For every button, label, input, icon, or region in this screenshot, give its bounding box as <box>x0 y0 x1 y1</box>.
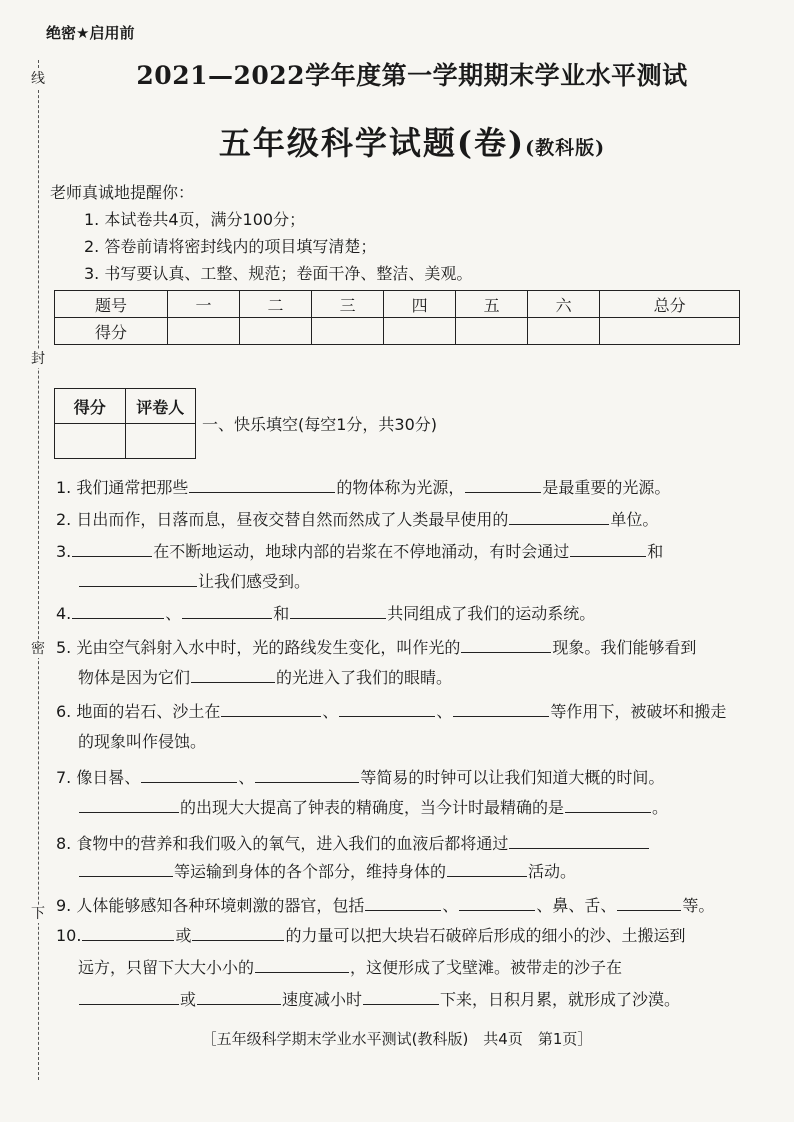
q6-text-c: 、 <box>436 702 453 721</box>
q2-blank-1[interactable] <box>509 506 609 525</box>
q5-text-c: 物体是因为它们 <box>78 668 191 687</box>
q1-text-a: 1. 我们通常把那些 <box>56 478 189 497</box>
score-table <box>54 290 740 345</box>
q9-blank-3[interactable] <box>617 892 681 911</box>
q8-blank-1[interactable] <box>509 830 649 849</box>
q1-blank-1[interactable] <box>189 474 335 493</box>
score-cell-empty[interactable] <box>528 318 600 345</box>
score-table-header-row <box>55 291 740 318</box>
q5-blank-1[interactable] <box>461 634 551 653</box>
q8-text-a: 8. 食物中的营养和我们吸入的氧气，进入我们的血液后都将通过 <box>56 834 509 853</box>
question-6-line-2 <box>78 730 742 754</box>
score-row-label: 得分 <box>55 318 168 345</box>
q4-blank-3[interactable] <box>290 600 386 619</box>
q7-blank-1[interactable] <box>141 764 237 783</box>
q2-text-a: 2. 日出而作，日落而息，昼夜交替自然而然成了人类最早使用的 <box>56 510 509 529</box>
q10-blank-6[interactable] <box>363 986 439 1005</box>
q4-blank-1[interactable] <box>72 600 164 619</box>
score-table-cell: 五 <box>456 291 528 318</box>
q9-text-b: 、 <box>442 896 459 915</box>
q3-text-a: 3. <box>56 542 72 561</box>
q4-blank-2[interactable] <box>182 600 272 619</box>
score-table-cell: 一 <box>168 291 240 318</box>
grader-name-label: 评卷人 <box>125 389 196 424</box>
q9-blank-1[interactable] <box>365 892 441 911</box>
question-7-line-2 <box>78 794 742 820</box>
question-8-line-2 <box>78 858 742 884</box>
section-title: 一、快乐填空(每空1分，共30分) <box>202 415 438 434</box>
q1-blank-2[interactable] <box>465 474 541 493</box>
q10-text-a: 10. <box>56 926 82 945</box>
q6-blank-1[interactable] <box>221 698 321 717</box>
score-cell-empty[interactable] <box>240 318 312 345</box>
score-cell-empty[interactable] <box>456 318 528 345</box>
q6-text-b: 、 <box>322 702 339 721</box>
grader-score-cell[interactable] <box>55 424 126 459</box>
q10-blank-4[interactable] <box>79 986 179 1005</box>
q6-blank-2[interactable] <box>339 698 435 717</box>
q2-text-b: 单位。 <box>610 510 659 529</box>
q6-text-d: 等作用下，被破坏和搬走 <box>550 702 727 721</box>
score-table-cell: 六 <box>528 291 600 318</box>
q7-blank-4[interactable] <box>565 794 651 813</box>
score-cell-empty[interactable] <box>384 318 456 345</box>
q10-text-c: 的力量可以把大块岩石破碎后形成的细小的沙、土搬运到 <box>285 926 686 945</box>
score-table-score-row <box>55 318 740 345</box>
q6-blank-3[interactable] <box>453 698 549 717</box>
subject-title: 五年级科学试题(卷) <box>218 124 526 162</box>
question-3-line-2 <box>78 568 742 594</box>
score-cell-empty[interactable] <box>312 318 384 345</box>
q7-text-c: 等简易的时钟可以让我们知道大概的时间。 <box>360 768 665 787</box>
q8-blank-1-cont[interactable] <box>79 858 173 877</box>
q10-text-d: 远方，只留下大大小小的 <box>78 958 255 977</box>
question-10-line-1 <box>56 922 742 948</box>
binding-char-secret: 密 <box>31 641 45 657</box>
score-table-cell: 三 <box>312 291 384 318</box>
question-5-line-1 <box>56 634 742 660</box>
q4-text-d: 共同组成了我们的运动系统。 <box>387 604 596 623</box>
q8-text-c: 活动。 <box>528 862 577 881</box>
q7-text-d: 的出现大大提高了钟表的精确度，当今计时最精确的是 <box>180 798 565 817</box>
question-8-line-1 <box>56 830 742 856</box>
q9-text-d: 等。 <box>682 896 715 915</box>
score-table-cell: 二 <box>240 291 312 318</box>
q8-text-b: 等运输到身体的各个部分，维持身体的 <box>174 862 447 881</box>
q10-blank-5[interactable] <box>197 986 281 1005</box>
question-5-line-2 <box>78 664 742 690</box>
notice-heading: 老师真诚地提醒你： <box>50 183 195 202</box>
binding-char-line: 线 <box>31 71 45 87</box>
binding-dashed-line <box>38 60 39 1080</box>
question-10-line-2 <box>78 954 742 980</box>
q1-text-c: 是最重要的光源。 <box>542 478 671 497</box>
score-cell-empty[interactable] <box>600 318 740 345</box>
notice-list <box>84 206 472 287</box>
notice-item: 2. 答卷前请将密封线内的项目填写清楚； <box>84 237 377 256</box>
q5-text-d: 的光进入了我们的眼睛。 <box>276 668 453 687</box>
q10-text-b: 或 <box>175 926 192 945</box>
q3-blank-3[interactable] <box>79 568 197 587</box>
question-4 <box>56 600 742 626</box>
notice-item: 1. 本试卷共4页，满分100分； <box>84 210 306 229</box>
q4-text-b: 、 <box>165 604 182 623</box>
score-table-cell: 总分 <box>600 291 740 318</box>
question-9 <box>56 892 742 918</box>
q5-text-a: 5. 光由空气斜射入水中时，光的路线发生变化，叫作光的 <box>56 638 461 657</box>
q10-text-h: 下来，日积月累，就形成了沙漠。 <box>440 990 681 1009</box>
q7-text-b: 、 <box>238 768 255 787</box>
q10-blank-2[interactable] <box>192 922 284 941</box>
question-1 <box>56 474 742 500</box>
question-3-line-1 <box>56 538 742 564</box>
q6-text-e: 的现象叫作侵蚀。 <box>78 732 207 751</box>
q7-text-e: 。 <box>652 798 669 817</box>
q4-text-a: 4. <box>56 604 72 623</box>
q10-text-g: 速度减小时 <box>282 990 363 1009</box>
q7-text-a: 7. 像日晷、 <box>56 768 141 787</box>
q9-text-c: 、鼻、舌、 <box>536 896 617 915</box>
q3-text-b: 在不断地运动，地球内部的岩浆在不停地涌动，有时会通过 <box>153 542 570 561</box>
question-7-line-1 <box>56 764 742 790</box>
q3-text-d: 让我们感受到。 <box>198 572 311 591</box>
grader-name-cell[interactable] <box>125 424 196 459</box>
binding-char-seal: 封 <box>31 351 45 367</box>
notice-item: 3. 书写要认真、工整、规范；卷面干净、整洁、美观。 <box>84 264 473 283</box>
question-6-line-1 <box>56 698 742 724</box>
q10-text-f: 或 <box>180 990 197 1009</box>
q3-blank-1[interactable] <box>72 538 152 557</box>
secret-label: 绝密★启用前 <box>46 24 135 42</box>
q5-text-b: 现象。我们能够看到 <box>552 638 697 657</box>
score-table-cell: 四 <box>384 291 456 318</box>
exam-subtitle <box>60 118 764 164</box>
question-2 <box>56 506 742 532</box>
q3-blank-2[interactable] <box>570 538 646 557</box>
q3-text-c: 和 <box>647 542 664 561</box>
question-10-line-3 <box>78 986 742 1012</box>
q10-blank-1[interactable] <box>82 922 174 941</box>
edition-label: (教科版) <box>525 137 606 159</box>
q4-text-c: 和 <box>273 604 290 623</box>
q9-text-a: 9. 人体能够感知各种环境刺激的器官，包括 <box>56 896 365 915</box>
q6-text-a: 6. 地面的岩石、沙土在 <box>56 702 221 721</box>
grader-header-row <box>55 389 196 424</box>
grader-score-label: 得分 <box>55 389 126 424</box>
exam-title: 2021—2022学年度第一学期期末学业水平测试 <box>136 61 688 90</box>
q10-text-e: ，这便形成了戈壁滩。被带走的沙子在 <box>350 958 623 977</box>
q7-blank-2[interactable] <box>255 764 359 783</box>
q10-blank-3[interactable] <box>255 954 349 973</box>
q1-text-b: 的物体称为光源， <box>336 478 465 497</box>
grader-body-row <box>55 424 196 459</box>
q5-blank-2[interactable] <box>191 664 275 683</box>
grader-table <box>54 388 196 459</box>
q7-blank-3[interactable] <box>79 794 179 813</box>
score-table-cell: 题号 <box>55 291 168 318</box>
binding-char-below: 下 <box>31 906 45 922</box>
q8-blank-2[interactable] <box>447 858 527 877</box>
q9-blank-2[interactable] <box>459 892 535 911</box>
score-cell-empty[interactable] <box>168 318 240 345</box>
page-footer: ［五年级科学期末学业水平测试(教科版) 共4页 第1页］ <box>201 1030 593 1048</box>
